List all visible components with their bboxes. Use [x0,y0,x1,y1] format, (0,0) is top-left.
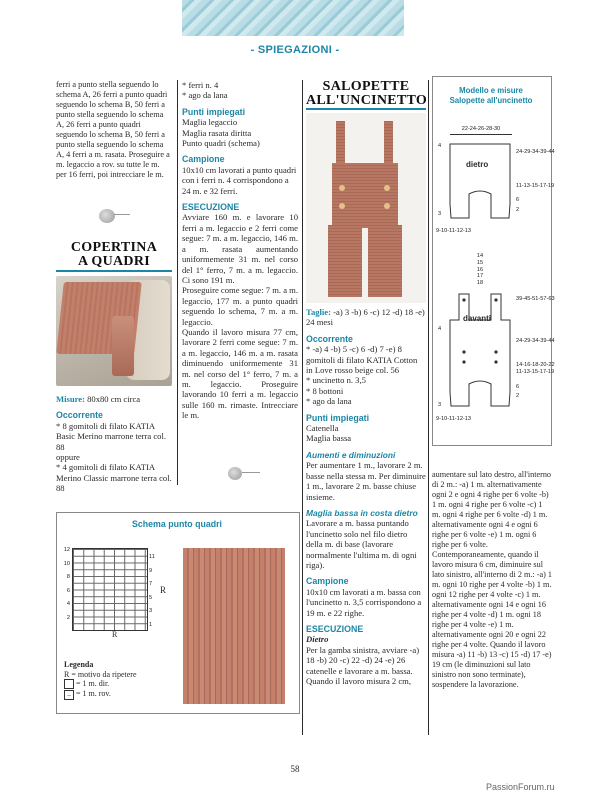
punti-3: Punto quadri (schema) [182,138,260,149]
dietro-right-2b: 2 [516,207,520,213]
row-label: 1 [149,621,153,628]
copertina-title-line2: A QUADRI [77,254,151,269]
davanti-bottom-measure: 9-10-11-12-13 [436,416,472,422]
taglie [306,307,426,328]
yarn-ball-icon [228,467,242,480]
yarn-thread [242,472,260,473]
blanket-drape [112,316,134,376]
diagram-title [432,86,550,106]
dietro-outline [447,142,513,220]
davanti-outline [447,292,513,408]
purl-symbol-icon: – [64,690,74,700]
measure-line [450,134,512,135]
esecuzione-heading: ESECUZIONE [306,623,364,634]
row-label: 10 [63,560,70,567]
punti-1: Maglia legaccio [182,117,238,128]
column-3 [306,307,426,686]
column-divider [177,80,178,485]
watermark: PassionForum.ru [486,782,555,792]
davanti-right-2b: 2 [516,393,520,399]
salopette-photo [306,113,426,303]
copertina-title [56,241,172,269]
dietro-shape [447,142,513,220]
davanti-label: davanti [463,314,492,323]
davanti-left-3: 3 [438,402,442,408]
ferri: * ferri n. 4 [182,80,219,90]
misure [56,394,174,404]
campione-heading: Campione [306,576,349,587]
salopette-title [306,80,426,108]
strap-measure: 15 [476,259,484,266]
legenda-heading: Legenda [64,660,94,669]
davanti-right-2: 24-29-34-39-44 [516,338,555,344]
blanket-photo [56,276,172,386]
taglie-label: Taglie: [306,307,331,317]
button-icon [384,185,390,191]
davanti-shape [447,292,513,408]
strap-measure: 18 [476,280,484,287]
oppure: oppure [56,452,80,463]
page-number: 58 [290,764,300,774]
copertina-title-line1: COPERTINA [70,240,158,255]
occorrente-heading: Occorrente [56,410,103,421]
strap-measures [470,253,490,287]
knit-symbol-icon [64,679,74,689]
schema-title: Schema punto quadri [132,519,222,529]
diagram-title-line2: Salopette all'uncinetto [449,96,533,105]
chart-right-labels [149,554,159,635]
row-label: 4 [66,601,70,607]
legenda-3-row [64,689,174,699]
stitch-swatch-photo [183,548,285,704]
row-label: 8 [66,574,70,580]
dietro-bottom-measure: 9-10-11-12-13 [436,228,472,234]
dietro-heading: Dietro [306,634,329,645]
aumenti-text: Per aumentare 1 m., lavorare 2 m. basse nella stessa m. Per diminuire 1 m., lavorare 2 m. basse chiuse insieme. [306,460,426,502]
col4-text: aumentare sul lato destro, all'interno di 2 m.: -a) 1 m. alternativamente ogni 2 e ogni 4 righe per 6 volte -b) 1 m. ogni 4 righe per 6 volte -c) 1 m. ogni 4 righe per 6 volte -d) 1 m. alternativamente ogni 4 e ogni 6 righe per 6 volte -e) 1 m. ogni 6 righe per 6 volte. Contemporaneamente, quando il lavoro misura 6 cm, diminuire sul lato sinistro, all'interno di 2 m.: -a) 1 m. ogni 10 righe per 4 volte -b) 1 m. ogni 12 righe per 4 volte -c) 1 m. alternativamente ogni 14 e ogni 16 righe per 4 volte -d) 1 m. ogni 18 righe per 4 volte -e) 1 m. alternativamente ogni 20 e ogni 22 righe per 4 volte. Quando il lavoro misura -a) 11 -b) 13 -c) 15 -d) 17 -e) 19 cm (le diminuzioni sul lato sinistro non sono terminate), sospendere la lavorazione. [432,470,552,689]
esecuzione-1: Avviare 160 m. e lavorare 10 ferri a m. legaccio e 2 ferri come segue: 7 m. a m. legaccio, 146 m. a m. rasata aumentando uniformemente 31 m. nel corso del 1° ferro, 7 m. a m. legaccio. Ci sono 191 m. [182,212,298,285]
davanti-right-3: 14-16-18-20-22 [516,362,555,368]
row-label: 2 [66,614,70,621]
occorrente-2: * 4 gomitoli di filato KATIA Merino Classic marrone terra col. 88 [56,462,172,494]
maglia-bassa-text: Lavorare a m. bassa puntando l'uncinetto solo nel filo dietro della m. di base (lavorare normalmente l'ultima m. di ogni riga). [306,518,417,570]
copertina-details [56,394,174,494]
dietro-label: dietro [466,160,489,169]
legenda [64,660,174,700]
punti-2: Maglia bassa [306,433,352,444]
occorrente-4: * ago da lana [306,396,352,407]
repeat-marker-right: R [160,585,167,595]
chart-left-labels [60,547,70,628]
row-label: 9 [149,567,153,574]
ago: * ago da lana [182,90,228,101]
salopette-title-line2: ALL'UNCINETTO [306,93,428,108]
misure-value: 80x80 cm circa [84,394,141,404]
dietro-right-6: 6 [516,197,520,203]
row-label: 6 [66,587,70,594]
button-icon [384,203,390,209]
aumenti-heading: Aumenti e diminuzioni [306,449,396,460]
legenda-2: = 1 m. dir. [76,679,110,689]
title-underline [56,270,172,272]
punti-2: Maglia rasata diritta [182,127,252,138]
overall-leg-left [328,225,362,297]
title-underline [306,108,426,110]
davanti-right-1: 39-45-51-57-63 [516,296,555,302]
occorrente-1: * 8 gomitoli di filato KATIA Basic Merino marrone terra col. 88 [56,420,167,452]
dietro-left-3: 3 [438,211,442,217]
yarn-thread [114,214,130,215]
row-label: 5 [149,594,153,601]
row-label: 3 [149,608,153,614]
repeat-marker-bottom: R [112,630,118,639]
column-4 [432,470,552,690]
overall-strap-left [336,121,345,169]
esecuzione-2: Proseguire come segue: 7 m. a m. legaccio, 177 m. a punto quadri seguendo lo schema, 7 m. a m. legaccio. [182,285,298,327]
overall-strap-right [384,121,393,169]
dietro-top-measure: 22-24-26-28-30 [461,126,501,132]
copertina-intro: ferri a punto stella seguendo lo schema A, 26 ferri a punto quadri seguendo lo schema B, 50 ferri a punto stella seguendo lo schema A, 26 ferri a punto quadri seguendo lo schema B, 50 ferri a punto stella seguendo lo schema A, 4 ferri a m. rasata. Proseguire a m. legaccio a rov. su tutte le m. per 16 ferri, poi intrecciare le m. [56,80,170,179]
esecuzione-heading: ESECUZIONE [182,202,240,213]
misure-label: Misure: [56,394,85,404]
taglie-value: -a) 3 -b) 6 -c) 12 -d) 18 -e) 24 mesi [306,307,425,328]
legenda-2-row [64,679,174,689]
dietro-right-2: 11-13-15-17-19 [516,183,555,189]
occorrente-1: * -a) 4 -b) 5 -c) 6 -d) 7 -e) 8 gomitoli di filato KATIA Cotton in Love rosso beige col. 56 [306,344,418,376]
davanti-left-4: 4 [438,326,442,332]
button-icon [339,185,345,191]
campione-heading: Campione [182,154,225,165]
punti-1: Catenella [306,423,339,434]
dietro-text: Per la gamba sinistra, avviare -a) 18 -b) 20 -c) 22 -d) 24 -e) 26 catenelle e lavorare a m. bassa. Quando il lavoro misura 2 cm, [306,644,420,686]
row-label: 7 [149,581,153,587]
campione-text: 10x10 cm lavorati a m. bassa con l'uncinetto n. 3,5 corrispondono a 19 m. e 22 righe. [306,586,422,618]
dietro-right-1: 24-29-34-39-44 [516,149,555,155]
legenda-3: = 1 m. rov. [76,689,111,699]
yarn-ball-icon [99,209,115,223]
strap-measure: 16 [476,266,484,273]
esecuzione-3: Quando il lavoro misura 77 cm, lavorare 2 ferri come segue: 7 m. a m. legaccio, 146 m. a m. rasata diminuendo uniformemente 31 m. nel corso del 1° ferro, 7 m. a m. legaccio. Proseguire lavorando 10 ferri a m. legaccio sulle 160 m. rimaste. Intrecciare le m. [182,326,298,421]
section-title: - SPIEGAZIONI - [250,44,340,56]
legenda-1: R = motivo da ripetere [64,669,137,679]
occorrente-2: * uncinetto n. 3,5 [306,375,366,386]
maglia-bassa-heading: Maglia bassa in costa dietro [306,507,418,518]
column-divider [428,80,429,735]
header-texture-image [182,0,404,36]
button-icon [339,203,345,209]
strap-measure: 14 [476,253,484,259]
column-2 [182,80,298,421]
strap-measure: 17 [476,273,484,280]
column-1 [56,80,172,180]
davanti-right-6: 6 [516,384,520,390]
row-label: 12 [63,547,70,553]
dietro-left-4: 4 [438,143,442,149]
occorrente-3: * 8 bottoni [306,385,344,396]
davanti-right-4: 11-13-15-17-19 [516,369,555,375]
salopette-title-line1: SALOPETTE [322,79,410,94]
overall-body [332,163,398,228]
diagram-title-line1: Modello e misure [459,86,523,95]
occorrente-heading: Occorrente [306,333,353,344]
overall-leg-right [368,225,402,297]
punti-heading: Punti impiegati [306,412,370,423]
stitch-chart [72,548,148,631]
punti-heading: Punti impiegati [182,106,246,117]
campione-text: 10x10 cm lavorati a punto quadri con i ferri n. 4 corrispondono a 24 m. e 32 ferri. [182,164,297,196]
column-divider [302,80,303,735]
row-label: 11 [149,554,155,560]
